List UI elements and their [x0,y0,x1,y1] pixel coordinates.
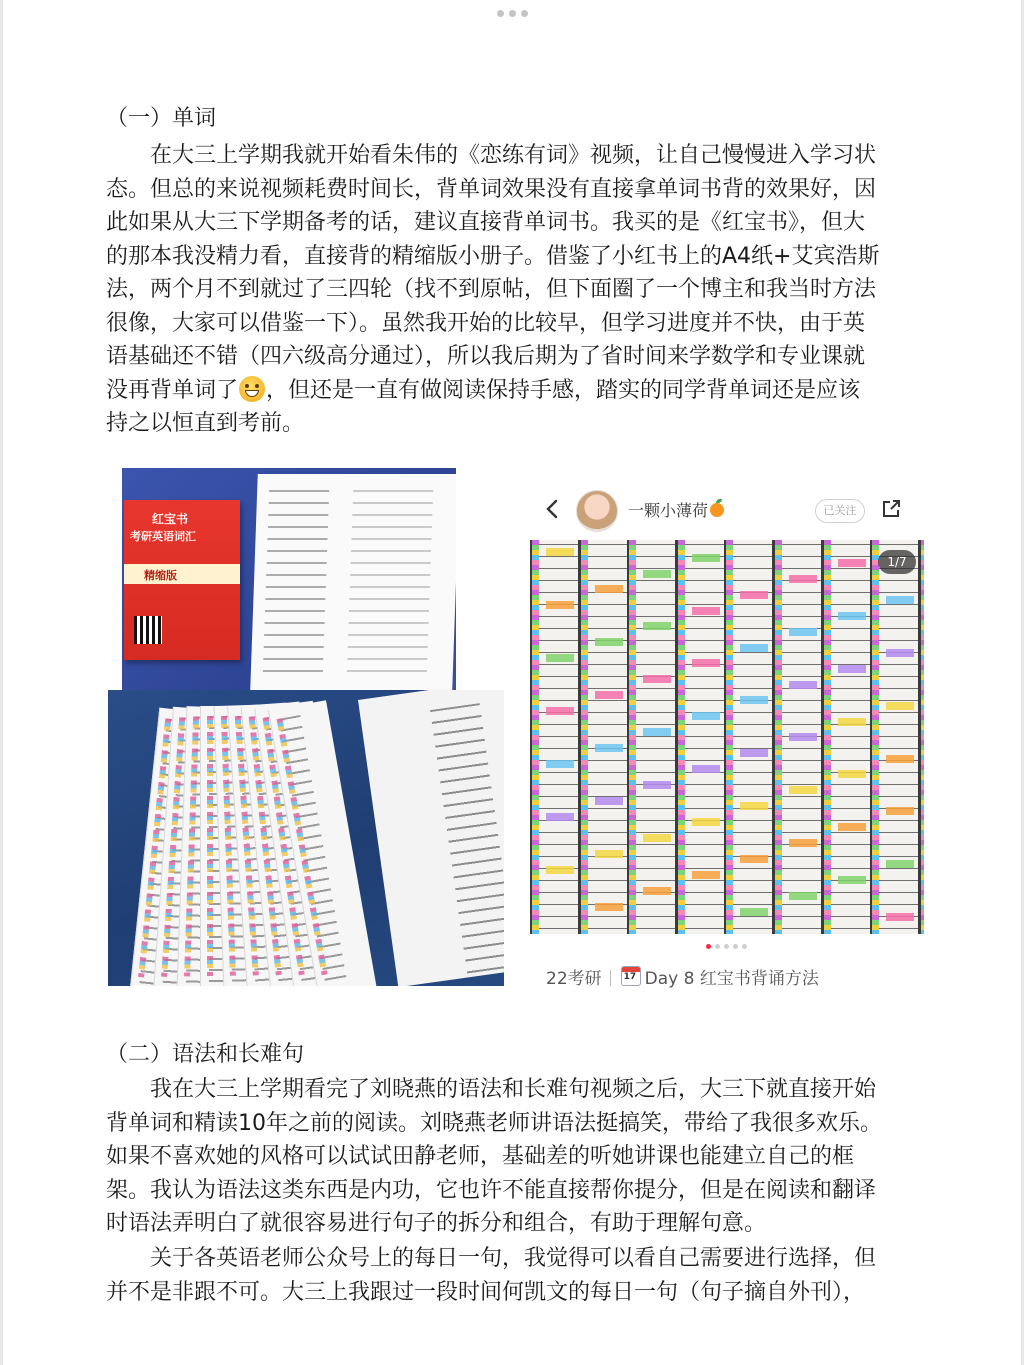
word-highlight [740,591,768,599]
grinning-sweat-emoji-icon [239,376,265,402]
word-highlight [789,628,817,636]
word-highlight [692,712,720,720]
word-highlight [546,548,574,556]
word-highlight [595,797,623,805]
word-column [921,540,924,934]
text-line: 架。我认为语法这类东西是内功，它也许不能直接帮你提分，但是在阅读和翻译 [106,1177,877,1203]
more-options-icon[interactable] [497,10,528,17]
word-column [824,540,870,934]
word-highlight [692,818,720,826]
text-line: 关于各英语老师公众号上的每日一句，我觉得可以看自己需要进行选择，但 [106,1246,877,1271]
word-highlight [546,813,574,821]
text-line: 语基础还不错（四六级高分通过），所以我后期为了省时间来学数学和专业课就 [106,344,866,369]
post-caption[interactable]: 22考研17 Day 8 红宝书背诵方法 [546,964,819,989]
word-column [629,540,675,934]
word-highlight [595,744,623,752]
word-highlight [838,823,866,831]
word-highlight [886,860,914,868]
word-highlight [838,612,866,620]
carousel-dots [706,944,747,949]
text-line: 持之以恒直到考前。 [106,411,305,436]
paragraph-grammar [106,1073,918,1241]
text-line: 如果不喜欢她的风格可以试试田静老师，基础差的听她讲课也能建立自己的框 [106,1144,855,1169]
word-highlight [546,760,574,768]
word-highlight [595,691,623,699]
paragraph-vocabulary [106,139,918,441]
text-line: 此如果从大三下学期备考的话，建议直接背单词书。我买的是《红宝书》，但大 [106,210,866,235]
word-column [775,540,821,934]
word-highlight [740,908,768,916]
word-highlight [740,696,768,704]
text-line: 没再背单词了 ，但还是一直有做阅读保持手感，踏实的同学背单词还是应该 [106,377,861,403]
fanned-word-sheets-photo [108,690,504,986]
word-column [726,540,772,934]
word-highlight [886,649,914,657]
word-highlight [643,781,671,789]
word-highlight [546,654,574,662]
page-indicator: 1/7 [878,550,916,574]
word-highlight [595,850,623,858]
page-frame-left [0,0,3,1365]
word-highlight [643,622,671,630]
word-highlight [643,887,671,895]
text-line: 的那本我没精力看，直接背的精缩版小册子。借鉴了小红书上的A4纸+艾宾浩斯 [106,243,880,269]
word-column [581,540,627,934]
section-heading-vocabulary: （一）单词 [106,106,217,131]
word-highlight [838,770,866,778]
word-highlight [740,644,768,652]
follow-button[interactable]: 已关注 [815,499,865,523]
post-username[interactable]: 一颗小薄荷 [628,498,724,521]
word-highlight [595,903,623,911]
word-highlight [886,807,914,815]
word-highlight [886,755,914,763]
word-highlight [546,866,574,874]
text-line: 在大三上学期我就开始看朱伟的《恋练有词》视频，让自己慢慢进入学习状 [106,143,877,168]
text-line: 很像，大家可以借鉴一下）。虽然我开始的比较早，但学习进度并不快，由于英 [106,310,866,336]
back-arrow-icon[interactable] [542,498,564,520]
post-image-word-columns[interactable] [530,540,924,934]
avatar[interactable] [576,490,618,532]
section-heading-grammar: （二）语法和长难句 [106,1042,305,1067]
word-highlight [643,834,671,842]
word-column [678,540,724,934]
word-highlight [886,596,914,604]
word-highlight [886,913,914,921]
word-highlight [692,554,720,562]
word-highlight [692,871,720,879]
word-highlight [692,765,720,773]
word-highlight [740,855,768,863]
word-highlight [838,718,866,726]
vocabulary-book-photo [122,468,456,690]
text-line: 我在大三上学期看完了刘晓燕的语法和长难句视频之后，大三下就直接开始 [106,1077,877,1102]
word-highlight [789,839,817,847]
word-highlight [886,702,914,710]
word-highlight [789,786,817,794]
text-line: 并不是非跟不可。大三上我跟过一段时间何凯文的每日一句（句子摘自外刊）， [106,1279,866,1305]
word-highlight [789,733,817,741]
text-line: 态。但总的来说视频耗费时间长，背单词效果没有直接拿单词书背的效果好，因 [106,176,877,202]
word-highlight [789,575,817,583]
word-highlight [838,665,866,673]
word-highlight [595,638,623,646]
word-highlight [838,559,866,567]
word-highlight [692,659,720,667]
word-highlight [838,876,866,884]
word-sheet-top [358,690,504,986]
word-highlight [789,681,817,689]
word-highlight [546,707,574,715]
a4-word-sheet [250,474,456,690]
word-highlight [740,802,768,810]
word-highlight [643,570,671,578]
word-column [872,540,918,934]
word-highlight [789,892,817,900]
calendar-icon [621,966,641,986]
word-highlight [546,601,574,609]
word-highlight [595,585,623,593]
paragraph-daily-sentence [106,1242,918,1309]
post-header [530,484,924,536]
word-highlight [643,675,671,683]
qr-code-icon [134,616,162,644]
word-highlight [740,749,768,757]
text-line: 背单词和精读10年之前的阅读。刘晓燕老师讲语法挺搞笑，带给了我很多欢乐。 [106,1110,882,1136]
red-book-cover: 红宝书 考研英语词汇 精缩版 [124,500,240,660]
word-highlight [692,607,720,615]
text-line: 时语法弄明白了就很容易进行句子的拆分和组合，有助于理解句意。 [106,1211,767,1236]
word-highlight [643,728,671,736]
share-icon[interactable] [880,498,902,520]
text-line: 法，两个月不到就过了三四轮（找不到原帖，但下面圈了一个博主和我当时方法 [106,277,877,302]
orange-icon [710,503,724,517]
post-screenshot-card [530,484,924,1004]
word-column [532,540,578,934]
